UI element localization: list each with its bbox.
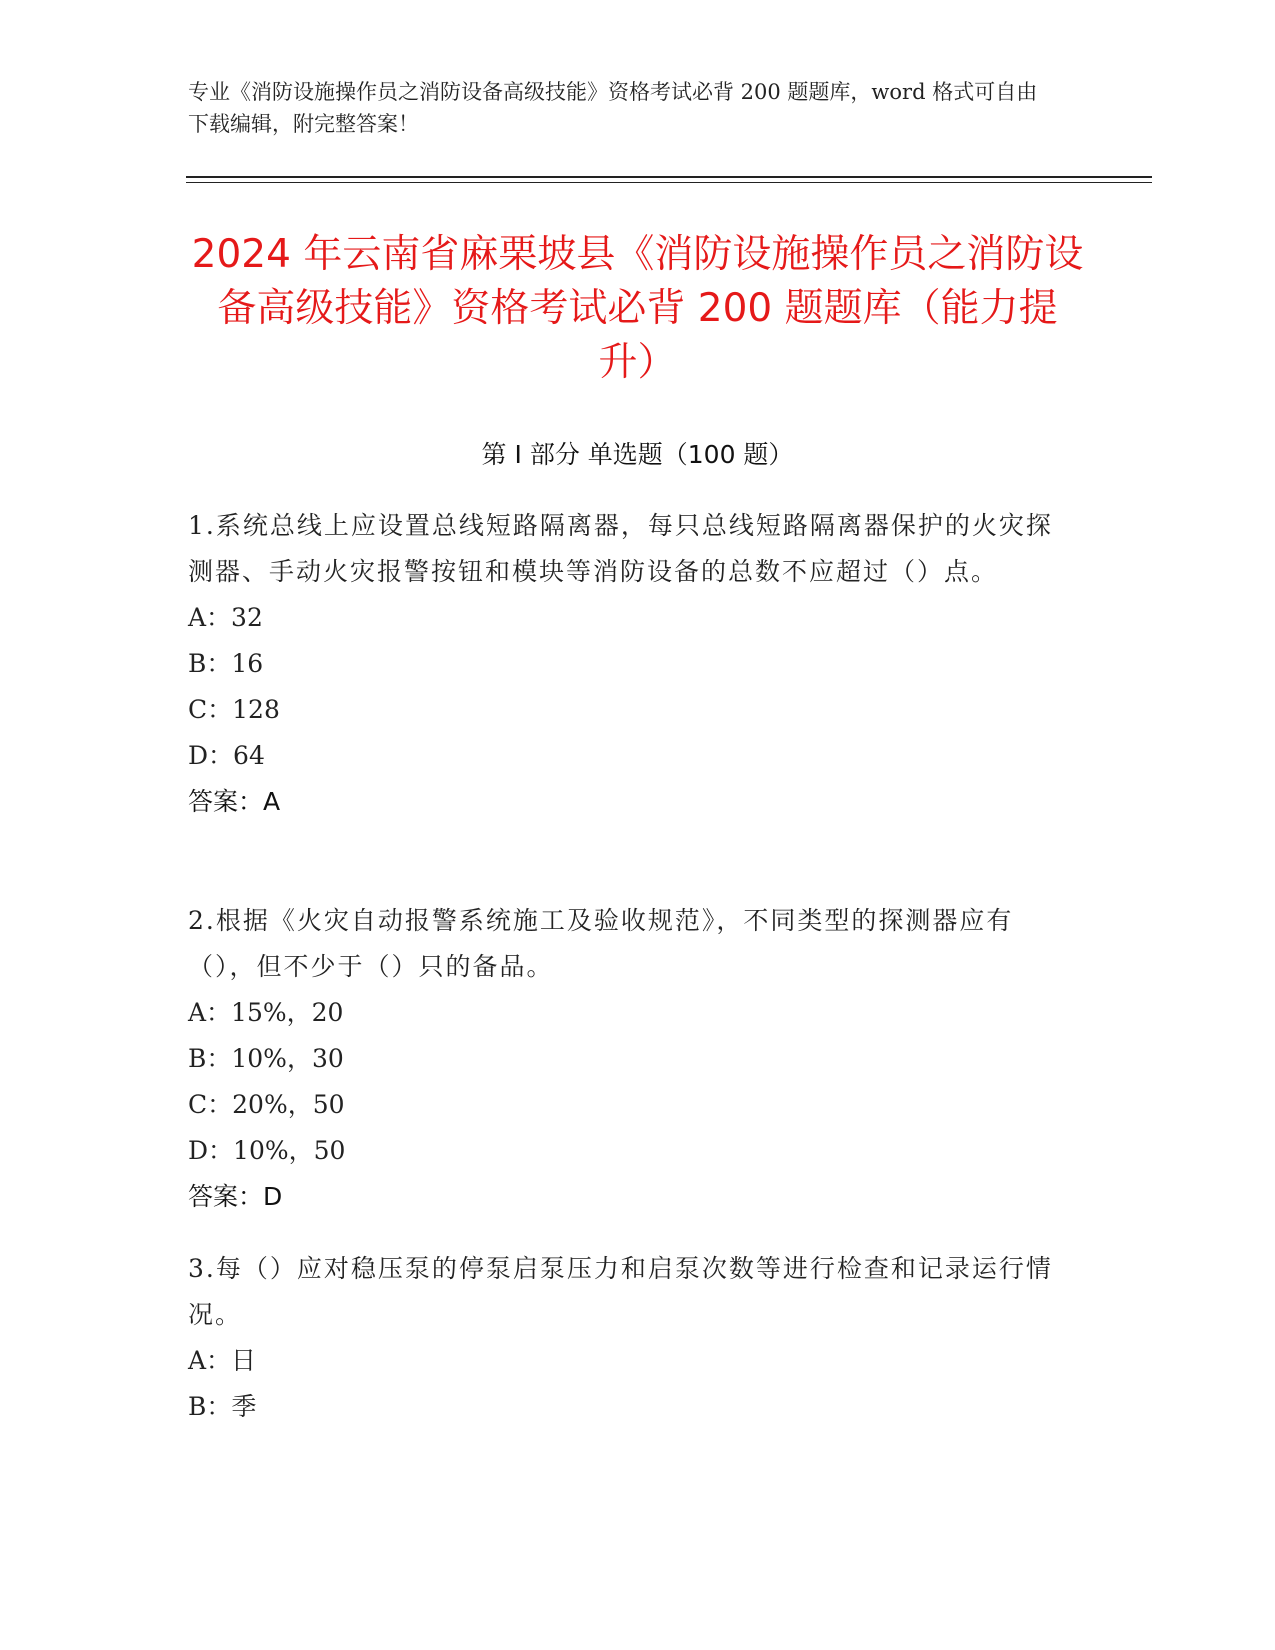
answer: 答案：D	[188, 1182, 283, 1211]
option-d: D：64	[188, 741, 265, 770]
option-a: A：日	[188, 1346, 257, 1375]
answer: 答案：A	[188, 787, 281, 816]
option-c: C：128	[188, 695, 280, 724]
question-2	[188, 898, 1068, 1220]
question-stem: 1.系统总线上应设置总线短路隔离器，每只总线短路隔离器保护的火灾探测器、手动火灾报警按钮和模块等消防设备的总数不应超过（）点。	[188, 511, 1053, 586]
section-heading: 第 I 部分 单选题（100 题）	[481, 440, 794, 469]
question-stem: 3.每（）应对稳压泵的停泵启泵压力和启泵次数等进行检查和记录运行情况。	[188, 1254, 1053, 1329]
option-c: C：20%，50	[188, 1090, 345, 1119]
document-title: 2024 年云南省麻栗坡县《消防设施操作员之消防设备高级技能》资格考试必背 200 题题库（能力提升）	[191, 232, 1084, 385]
option-a: A：32	[188, 603, 263, 632]
option-b: B：季	[188, 1392, 257, 1421]
option-a: A：15%，20	[188, 998, 344, 1027]
header-note: 专业《消防设施操作员之消防设备高级技能》资格考试必背 200 题题库，word 格式可自由下载编辑，附完整答案！	[188, 80, 1038, 136]
question-stem: 2.根据《火灾自动报警系统施工及验收规范》，不同类型的探测器应有（），但不少于（）只的备品。	[188, 906, 1014, 981]
option-b: B：10%，30	[188, 1044, 344, 1073]
header-divider	[186, 176, 1152, 178]
question-3	[188, 1246, 1068, 1430]
option-b: B：16	[188, 649, 264, 678]
option-d: D：10%，50	[188, 1136, 346, 1165]
header-divider-thin	[186, 182, 1152, 183]
question-1	[188, 503, 1068, 825]
